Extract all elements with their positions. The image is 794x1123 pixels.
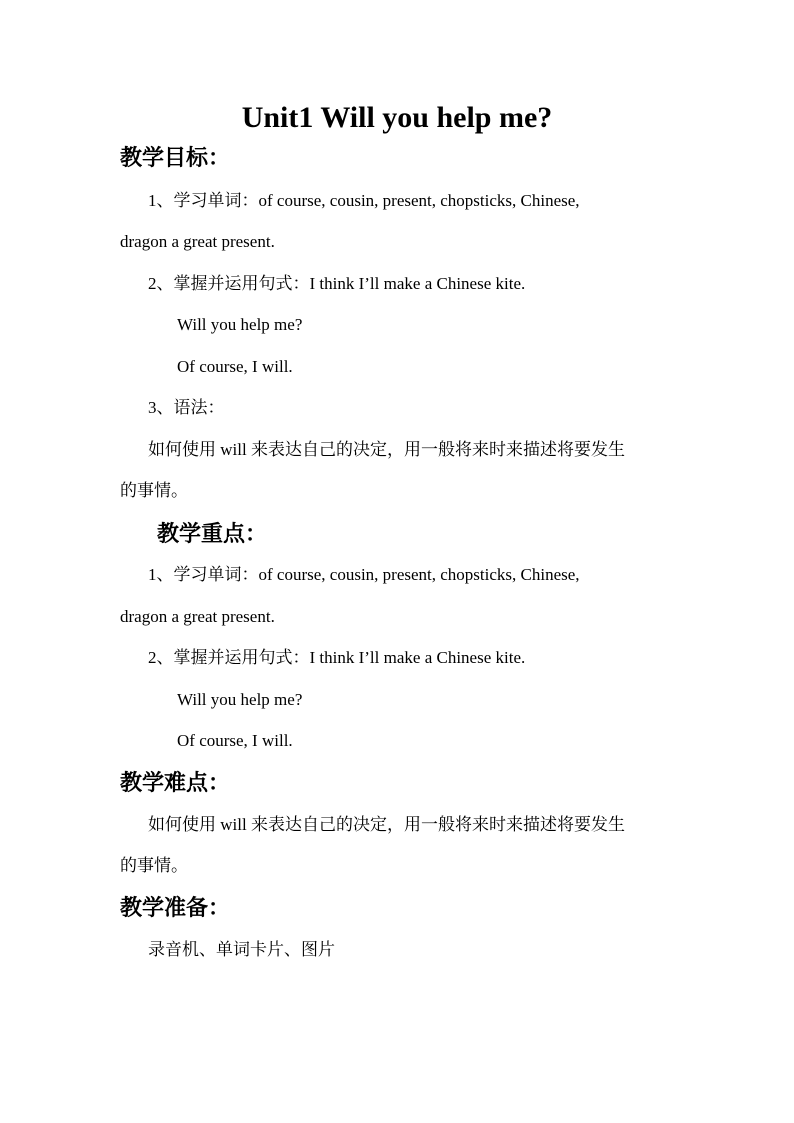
heading-key-points: 教学重点： bbox=[157, 521, 268, 546]
heading-preparation: 教学准备： bbox=[120, 895, 231, 920]
goals-item2-line2: Will you help me? bbox=[177, 315, 303, 334]
key-item2-line1: 2、掌握并运用句式：I think I’ll make a Chinese kite. bbox=[148, 648, 526, 667]
difficulties-line1: 如何使用 will 来表达自己的决定，用一般将来时来描述将要发生 bbox=[148, 815, 625, 834]
heading-teaching-goals: 教学目标： bbox=[120, 145, 231, 170]
key-item1-line1: 1、学习单词：of course, cousin, present, chopsticks, Chinese, bbox=[148, 565, 580, 584]
preparation-line1: 录音机、单词卡片、图片 bbox=[148, 940, 335, 959]
key-item2-line3: Of course, I will. bbox=[177, 731, 293, 750]
goals-item2-line1: 2、掌握并运用句式：I think I’ll make a Chinese kite. bbox=[148, 274, 526, 293]
goals-item1-line1: 1、学习单词：of course, cousin, present, chopsticks, Chinese, bbox=[148, 191, 580, 210]
difficulties-line2: 的事情。 bbox=[120, 856, 188, 875]
goals-item3-line1: 如何使用 will 来表达自己的决定，用一般将来时来描述将要发生 bbox=[148, 440, 625, 459]
goals-item2-line3: Of course, I will. bbox=[177, 357, 293, 376]
key-item2-line2: Will you help me? bbox=[177, 690, 303, 709]
goals-item3-line2: 的事情。 bbox=[120, 481, 188, 500]
key-item1-line2: dragon a great present. bbox=[120, 607, 275, 626]
document-title: Unit1 Will you help me? bbox=[241, 101, 553, 134]
goals-item3-label: 3、语法： bbox=[148, 398, 225, 417]
goals-item1-line2: dragon a great present. bbox=[120, 232, 275, 251]
heading-difficulties: 教学难点： bbox=[120, 770, 231, 795]
